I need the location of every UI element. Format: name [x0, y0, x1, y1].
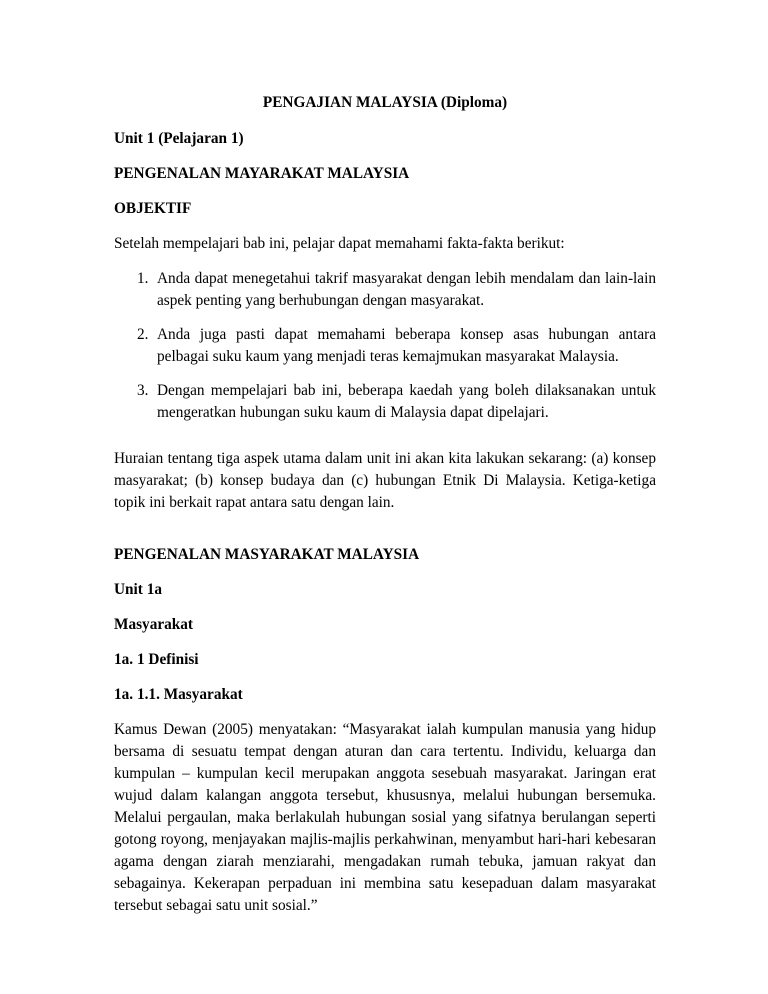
objective-item [114, 380, 656, 424]
objective-number: 3. [137, 382, 149, 399]
objective-text: Anda juga pasti dapat memahami beberapa konsep asas hubungan antara pelbagai suku kaum yang menjadi teras kemajmukan masyarakat Malaysia. [157, 326, 656, 365]
definition-subheading: 1a. 1.1. Masyarakat [114, 686, 243, 703]
document-body [114, 92, 656, 930]
objective-number: 2. [137, 326, 149, 343]
objective-text: Anda dapat menegetahui takrif masyarakat dengan lebih mendalam dan lain-lain aspek penting yang berhubungan dengan masyarakat. [157, 270, 656, 309]
objective-item [114, 324, 656, 368]
objective-item [114, 268, 656, 312]
overview-paragraph: Huraian tentang tiga aspek utama dalam unit ini akan kita lakukan sekarang: (a) konsep masyarakat; (b) konsep budaya dan (c) hubungan Etnik Di Malaysia. Ketiga-ketiga topik ini berkait rapat antara satu dengan lain. [114, 450, 656, 511]
subunit-label: Unit 1a [114, 581, 163, 598]
objective-heading: OBJEKTIF [114, 200, 192, 217]
objective-intro: Setelah mempelajari bab ini, pelajar dapat memahami fakta-fakta berikut: [114, 235, 565, 252]
section-heading-2: PENGENALAN MASYARAKAT MALAYSIA [114, 546, 420, 563]
definition-paragraph: Kamus Dewan (2005) menyatakan: “Masyarakat ialah kumpulan manusia yang hidup bersama di sesuatu tempat dengan aturan dan cara tertentu. Individu, keluarga dan kumpulan – kumpulan kecil merupakan anggota sesebuah masyarakat. Jaringan erat wujud dalam kalangan anggota tersebut, khususnya, melalui hubungan bersemuka. Melalui pergaulan, maka berlakulah hubungan sosial yang sifatnya berulangan seperti gotong royong, menjayakan majlis-majlis perkahwinan, menyambut hari-hari kebesaran agama dengan ziarah menziarahi, mengadakan rumah tebuka, jamuan rakyat dan sebagainya. Kekerapan perpaduan ini membina satu kesepaduan dalam masyarakat tersebut sebagai satu unit sosial.” [114, 721, 656, 914]
objective-list [114, 268, 656, 424]
unit-label: Unit 1 (Pelajaran 1) [114, 130, 244, 147]
section-heading: PENGENALAN MAYARAKAT MALAYSIA [114, 165, 410, 182]
objective-text: Dengan mempelajari bab ini, beberapa kaedah yang boleh dilaksanakan untuk mengeratkan hubungan suku kaum di Malaysia dapat dipelajari. [157, 382, 656, 421]
document-title: PENGAJIAN MALAYSIA (Diploma) [262, 94, 508, 111]
definition-heading: 1a. 1 Definisi [114, 651, 199, 668]
subunit-title: Masyarakat [114, 616, 194, 633]
objective-number: 1. [137, 270, 149, 287]
